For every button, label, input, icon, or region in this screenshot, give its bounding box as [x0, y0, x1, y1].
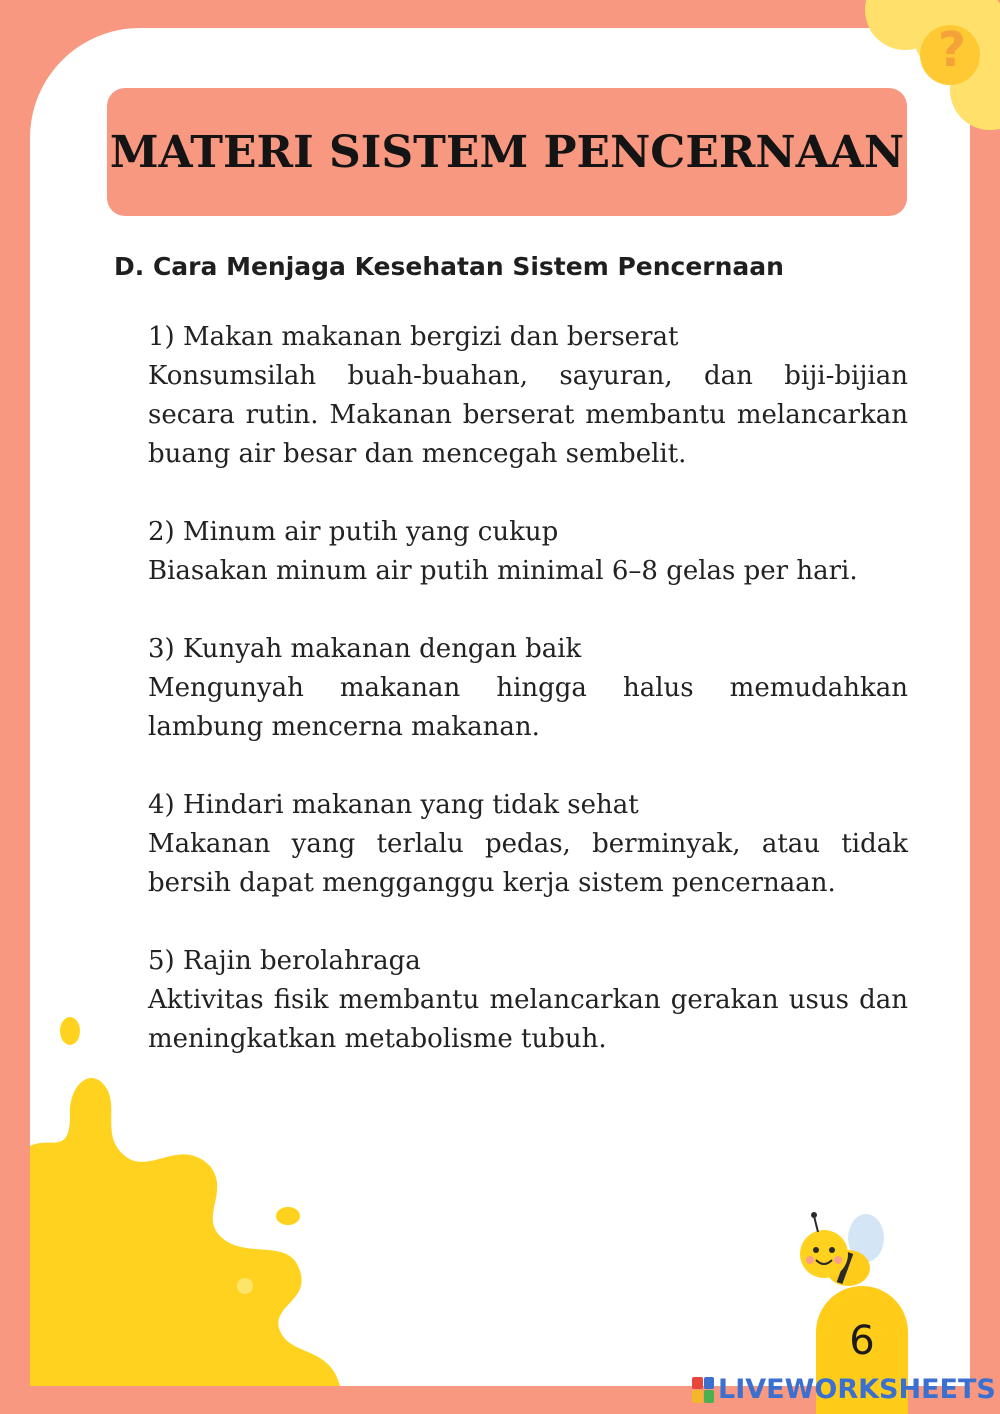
liveworksheets-logo-icon — [692, 1377, 714, 1403]
item-body: Biasakan minum air putih minimal 6–8 gelas per hari. — [148, 556, 858, 586]
list-item — [148, 942, 908, 1059]
bee-icon — [788, 1208, 898, 1298]
svg-text:?: ? — [938, 22, 966, 78]
section-heading: D. Cara Menjaga Kesehatan Sistem Pencernaan — [114, 252, 784, 281]
item-title: 3) Kunyah makanan dengan baik — [148, 634, 582, 664]
item-body: Makanan yang terlalu pedas, berminyak, atau tidak bersih dapat mengganggu kerja sistem pencernaan. — [148, 829, 908, 898]
item-title: 2) Minum air putih yang cukup — [148, 517, 559, 547]
list-item — [148, 318, 908, 474]
item-body: Aktivitas fisik membantu melancarkan gerakan usus dan meningkatkan metabolisme tubuh. — [148, 985, 908, 1054]
liveworksheets-watermark — [692, 1374, 996, 1405]
item-title: 5) Rajin berolahraga — [148, 946, 421, 976]
page-title: MATERI SISTEM PENCERNAAN — [109, 126, 905, 178]
item-title: 4) Hindari makanan yang tidak sehat — [148, 790, 639, 820]
watermark-text: LIVEWORKSHEETS — [718, 1374, 996, 1405]
page-number: 6 — [849, 1318, 875, 1364]
list-item — [148, 630, 908, 747]
item-body: Konsumsilah buah-buahan, sayuran, dan biji-bijian secara rutin. Makanan berserat membantu melancarkan buang air besar dan mencegah sembelit. — [148, 361, 908, 469]
title-banner — [107, 88, 907, 216]
item-title: 1) Makan makanan bergizi dan berserat — [148, 322, 679, 352]
tips-list — [148, 318, 908, 1098]
list-item — [148, 786, 908, 903]
list-item — [148, 513, 908, 591]
item-body: Mengunyah makanan hingga halus memudahkan lambung mencerna makanan. — [148, 673, 908, 742]
